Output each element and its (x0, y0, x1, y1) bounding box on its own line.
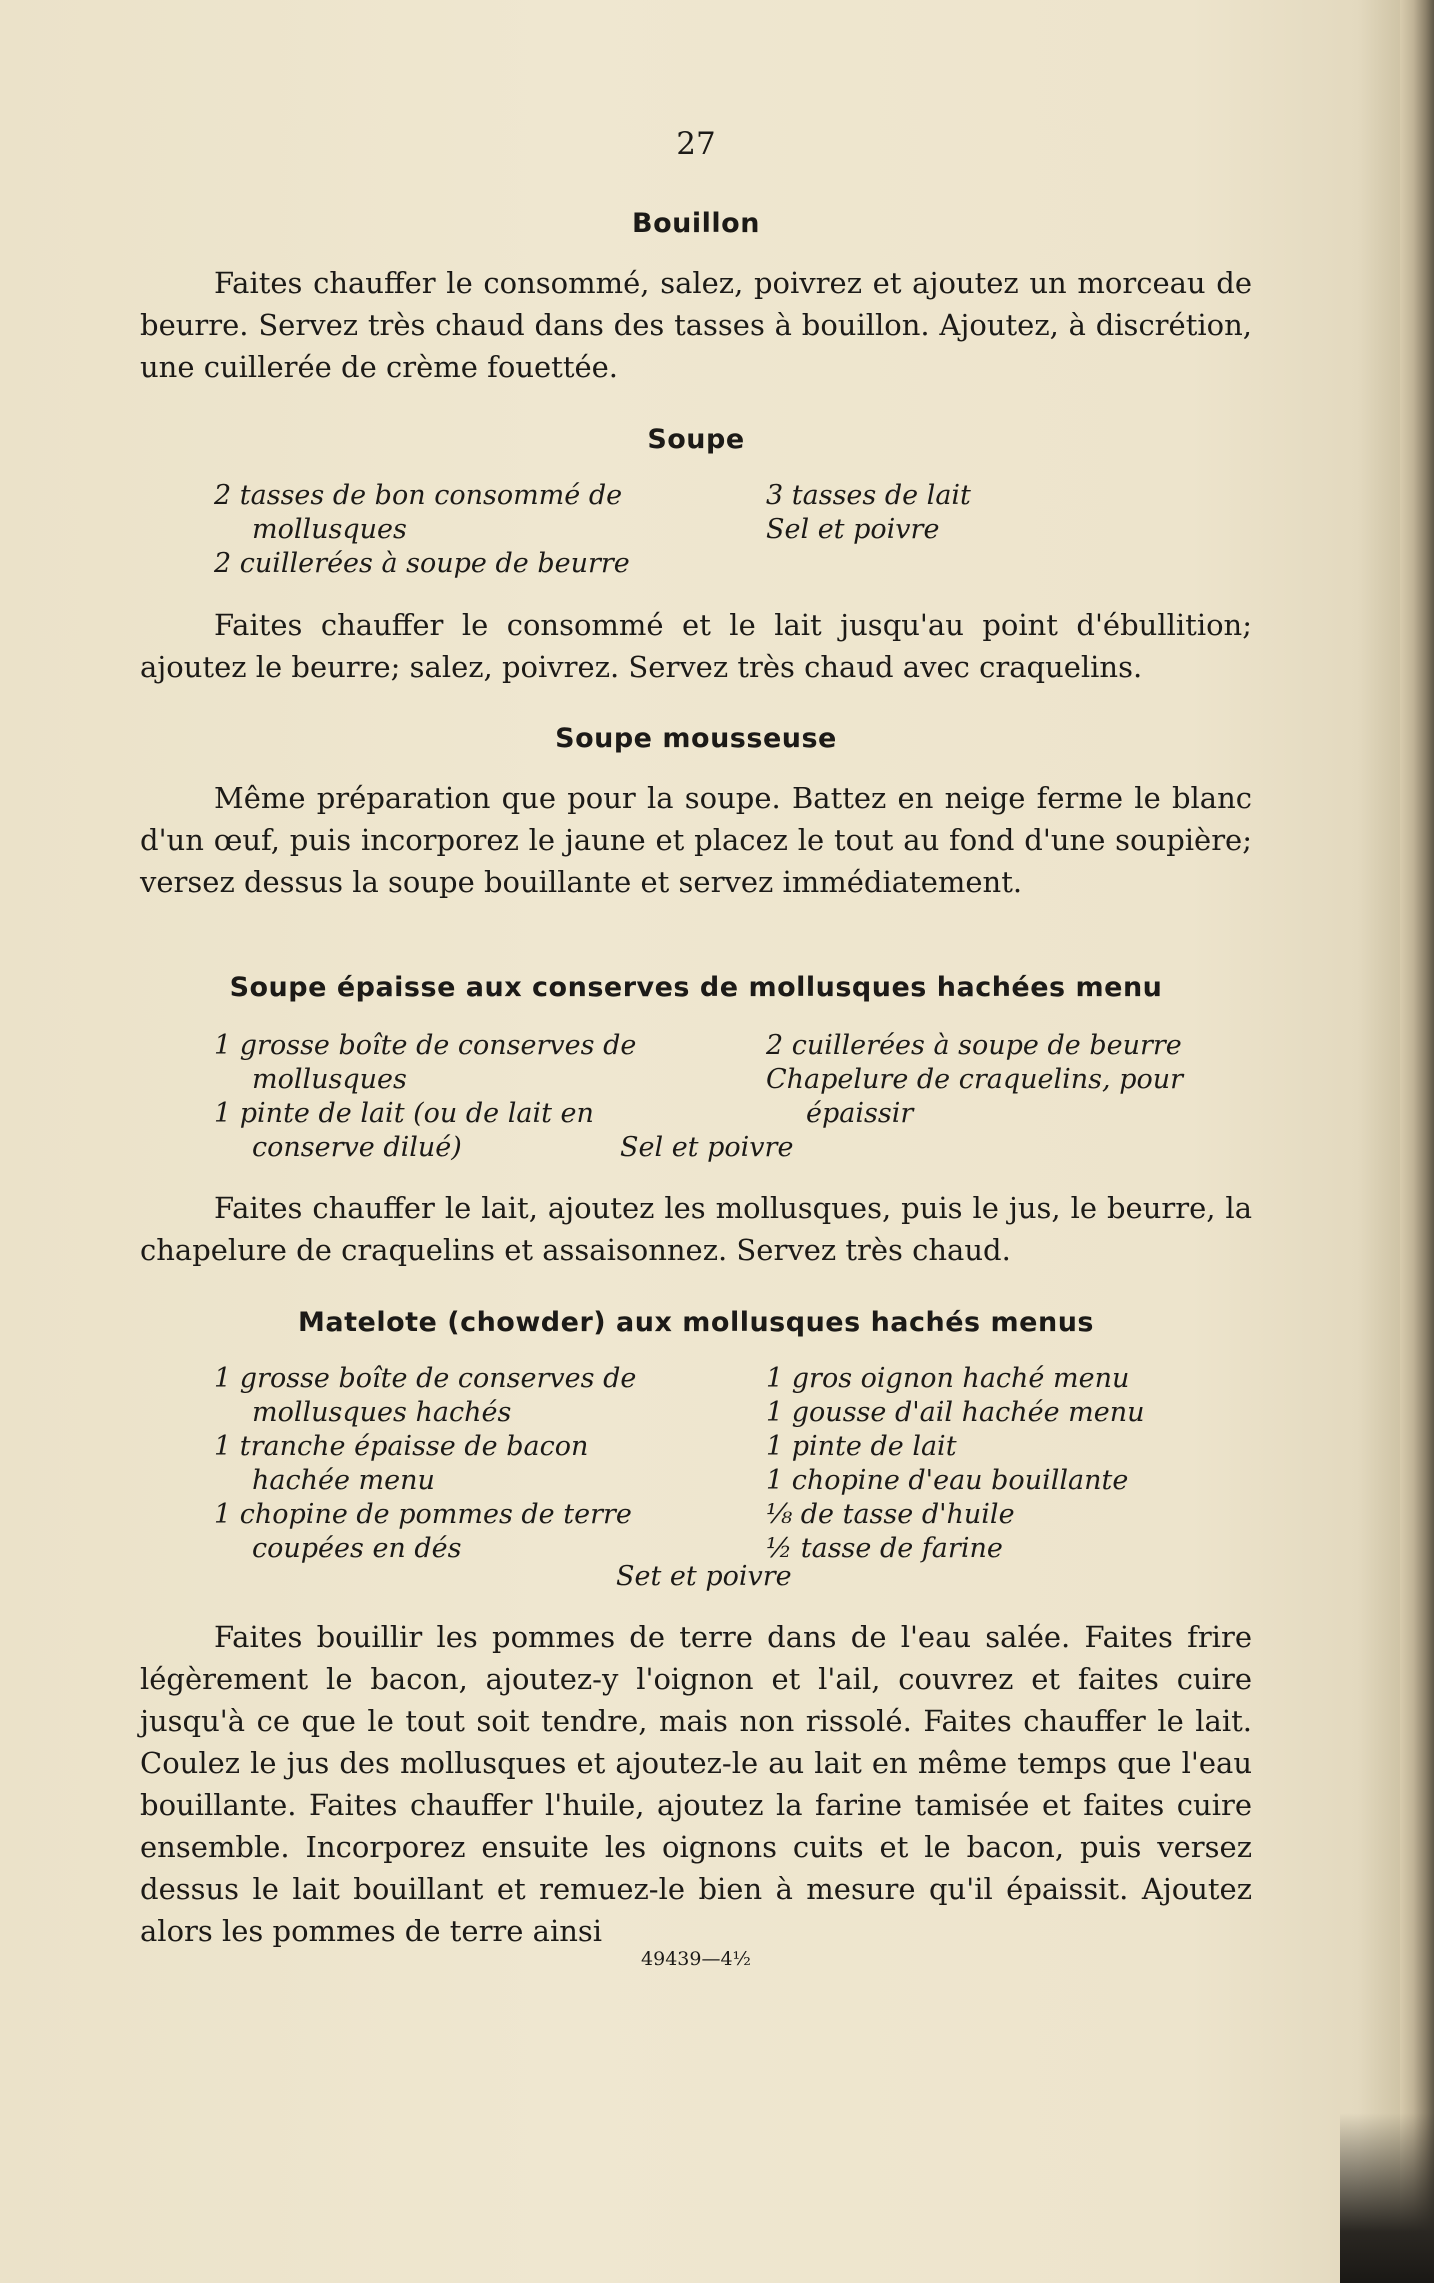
ingredient: hachée menu (252, 1465, 435, 1496)
ingredients-right-soupe-epaisse (766, 1029, 1183, 1131)
recipe-title-bouillon: Bouillon (632, 208, 760, 239)
recipe-body-soupe-epaisse: Faites chauffer le lait, ajoutez les mollusques, puis le jus, le beurre, la chapelure de craquelins et assaisonnez. Servez très chaud. (140, 1191, 1252, 1267)
ingredient: 1 gousse d'ail hachée menu (766, 1397, 1145, 1428)
ingredients-left-matelote (214, 1362, 636, 1566)
ingredient: ½ tasse de farine (766, 1533, 1003, 1564)
ingredients-right-soupe (766, 479, 971, 547)
page-footer-signature: 49439—4½ (641, 1948, 751, 1970)
ingredient: épaissir (806, 1098, 914, 1129)
ingredient: 1 gros oignon haché menu (766, 1363, 1130, 1394)
recipe-title-soupe-epaisse: Soupe épaisse aux conserves de mollusques hachées menu (229, 972, 1163, 1003)
ingredient: 1 grosse boîte de conserves de (214, 1030, 637, 1061)
ingredient: 2 tasses de bon consommé de (214, 480, 623, 511)
ingredient: 2 cuillerées à soupe de beurre (214, 548, 630, 579)
recipe-body-bouillon: Faites chauffer le consommé, salez, poivrez et ajoutez un morceau de beurre. Servez très chaud dans des tasses à bouillon. Ajoutez, à discrétion, une cuillerée de crème fouettée. (140, 266, 1252, 384)
ingredient: coupées en dés (252, 1533, 462, 1564)
ingredient: 2 cuillerées à soupe de beurre (766, 1030, 1182, 1061)
ingredients-right-matelote (766, 1362, 1145, 1566)
ingredient: 1 pinte de lait (766, 1431, 957, 1462)
recipe-title-soupe: Soupe (647, 424, 745, 455)
ingredient: 1 grosse boîte de conserves de (214, 1363, 637, 1394)
ingredient: Sel et poivre (766, 514, 940, 545)
ingredient: 1 pinte de lait (ou de lait en (214, 1098, 594, 1129)
ingredients-left-soupe-epaisse (214, 1029, 636, 1165)
recipe-body-soupe: Faites chauffer le consommé et le lait jusqu'au point d'ébullition; ajoutez le beurre; salez, poivrez. Servez très chaud avec craquelins. (140, 608, 1252, 684)
ingredient: Chapelure de craquelins, pour (766, 1064, 1184, 1095)
page-number: 27 (676, 126, 716, 162)
ingredient-center-soupe-epaisse: Sel et poivre (620, 1132, 794, 1163)
ingredient: 1 tranche épaisse de bacon (214, 1431, 589, 1462)
ingredient: mollusques (252, 1064, 407, 1095)
page-edge-shadow (1400, 0, 1434, 2283)
ingredient: 1 chopine de pommes de terre (214, 1499, 632, 1530)
ingredient: mollusques hachés (252, 1397, 512, 1428)
ingredient: 1 chopine d'eau bouillante (766, 1465, 1129, 1496)
recipe-body-soupe-mousseuse: Même préparation que pour la soupe. Battez en neige ferme le blanc d'un œuf, puis incorporez le jaune et placez le tout au fond d'une soupière; versez dessus la soupe bouillante et servez immédiatement. (140, 781, 1252, 899)
ingredient: mollusques (252, 514, 407, 545)
ingredients-left-soupe (214, 479, 630, 581)
recipe-body-matelote: Faites bouillir les pommes de terre dans de l'eau salée. Faites frire légèrement le bacon, ajoutez-y l'oignon et l'ail, couvrez et faites cuire jusqu'à ce que le tout soit tendre, mais non rissolé. Faites chauffer le lait. Coulez le jus des mollusques et ajoutez-le au lait en même temps que l'eau bouillante. Faites chauffer l'huile, ajoutez la farine tamisée et faites cuire ensemble. Incorporez ensuite les oignons cuits et le bacon, puis versez dessus le lait bouillant et remuez-le bien à mesure qu'il épaissit. Ajoutez alors les pommes de terre ainsi (140, 1620, 1252, 1948)
ingredient-center-matelote: Set et poivre (616, 1561, 792, 1592)
ingredient: 3 tasses de lait (766, 480, 971, 511)
ingredient: conserve dilué) (252, 1132, 462, 1163)
binding-shadow (1340, 2113, 1434, 2283)
ingredient: ⅛ de tasse d'huile (766, 1499, 1015, 1530)
recipe-title-soupe-mousseuse: Soupe mousseuse (555, 723, 837, 754)
recipe-title-matelote: Matelote (chowder) aux mollusques hachés menus (298, 1307, 1094, 1338)
